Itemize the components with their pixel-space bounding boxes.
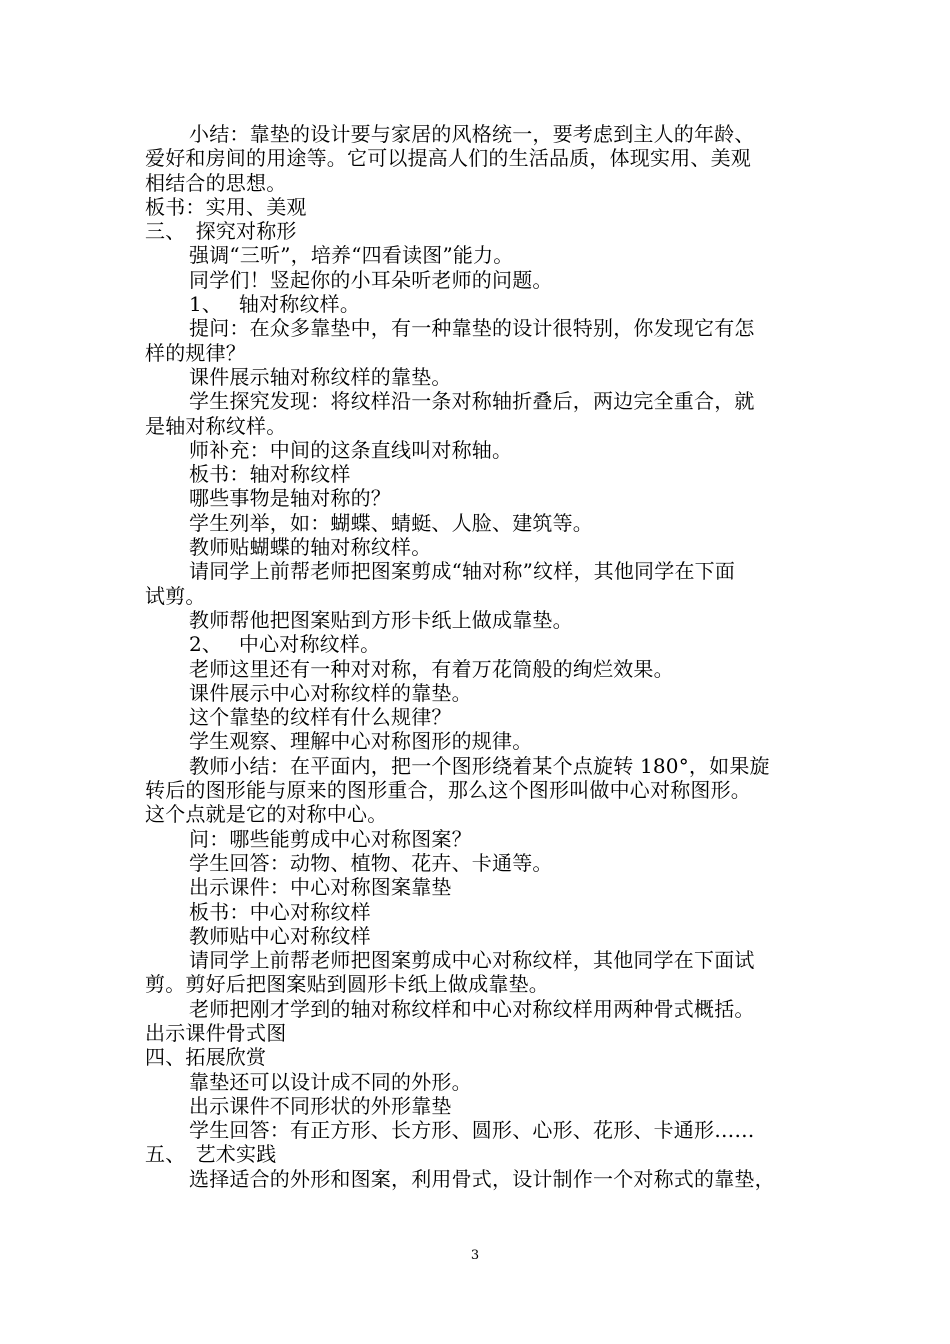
- text-line: 问：哪些能剪成中心对称图案？: [189, 826, 472, 851]
- text-line: 课件展示中心对称纹样的靠垫。: [189, 680, 472, 705]
- text-line: 哪些事物是轴对称的？: [189, 486, 391, 511]
- text-line: 剪。剪好后把图案贴到圆形卡纸上做成靠垫。: [145, 972, 549, 997]
- text-line: 板书：中心对称纹样: [189, 899, 371, 924]
- text-line: 2、 中心对称纹样。: [189, 632, 381, 657]
- text-line: 师补充：中间的这条直线叫对称轴。: [189, 437, 513, 462]
- text-line: 样的规律？: [145, 340, 246, 365]
- text-line: 学生回答：动物、植物、花卉、卡通等。: [189, 850, 553, 875]
- text-line: 试剪。: [145, 583, 206, 608]
- text-line: 提问：在众多靠垫中，有一种靠垫的设计很特别，你发现它有怎: [189, 316, 755, 341]
- text-line: 强调“三听”，培养“四看读图”能力。: [189, 243, 514, 268]
- text-line: 爱好和房间的用途等。它可以提高人们的生活品质，体现实用、美观: [145, 146, 751, 171]
- text-line: 出示课件：中心对称图案靠垫: [189, 875, 452, 900]
- text-line: 三、 探究对称形: [145, 219, 297, 244]
- text-line: 教师帮他把图案贴到方形卡纸上做成靠垫。: [189, 607, 573, 632]
- page-number: 3: [470, 1248, 480, 1263]
- text-line: 请同学上前帮老师把图案剪成中心对称纹样，其他同学在下面试: [189, 948, 755, 973]
- text-line: 这个点就是它的对称中心。: [145, 802, 388, 827]
- text-line: 板书：轴对称纹样: [189, 462, 351, 487]
- text-line: 选择适合的外形和图案，利用骨式，设计制作一个对称式的靠垫，: [189, 1166, 775, 1191]
- text-line: 板书：实用、美观: [145, 194, 307, 219]
- text-line: 老师这里还有一种对对称，有着万花筒般的绚烂效果。: [189, 656, 674, 681]
- text-line: 1、 轴对称纹样。: [189, 292, 361, 317]
- text-line: 学生列举，如：蝴蝶、蜻蜓、人脸、建筑等。: [189, 510, 593, 535]
- text-line: 学生回答：有正方形、长方形、圆形、心形、花形、卡通形……: [189, 1118, 755, 1143]
- text-line: 请同学上前帮老师把图案剪成“轴对称”纹样，其他同学在下面: [189, 559, 736, 584]
- text-line: 老师把刚才学到的轴对称纹样和中心对称纹样用两种骨式概括。: [189, 996, 755, 1021]
- text-line: 出示课件不同形状的外形靠垫: [189, 1093, 452, 1118]
- text-line: 出示课件骨式图: [145, 1020, 287, 1045]
- text-line: 五、 艺术实践: [145, 1142, 277, 1167]
- text-line: 教师贴蝴蝶的轴对称纹样。: [189, 535, 432, 560]
- text-line: 四、拓展欣赏: [145, 1045, 267, 1070]
- document-body: [145, 122, 815, 1191]
- text-line: 是轴对称纹样。: [145, 413, 287, 438]
- text-line: 学生观察、理解中心对称图形的规律。: [189, 729, 533, 754]
- text-line: 课件展示轴对称纹样的靠垫。: [189, 364, 452, 389]
- text-line: 小结：靠垫的设计要与家居的风格统一，要考虑到主人的年龄、: [189, 122, 755, 146]
- text-line: 相结合的思想。: [145, 170, 287, 195]
- text-line: 这个靠垫的纹样有什么规律？: [189, 705, 452, 730]
- text-line: 学生探究发现：将纹样沿一条对称轴折叠后，两边完全重合，就: [189, 389, 755, 414]
- text-line: 转后的图形能与原来的图形重合，那么这个图形叫做中心对称图形。: [145, 778, 751, 803]
- text-line: 同学们！竖起你的小耳朵听老师的问题。: [189, 267, 553, 292]
- text-line: 教师小结：在平面内，把一个图形绕着某个点旋转 180°，如果旋: [189, 753, 770, 778]
- text-line: 教师贴中心对称纹样: [189, 923, 371, 948]
- text-line: 靠垫还可以设计成不同的外形。: [189, 1069, 472, 1094]
